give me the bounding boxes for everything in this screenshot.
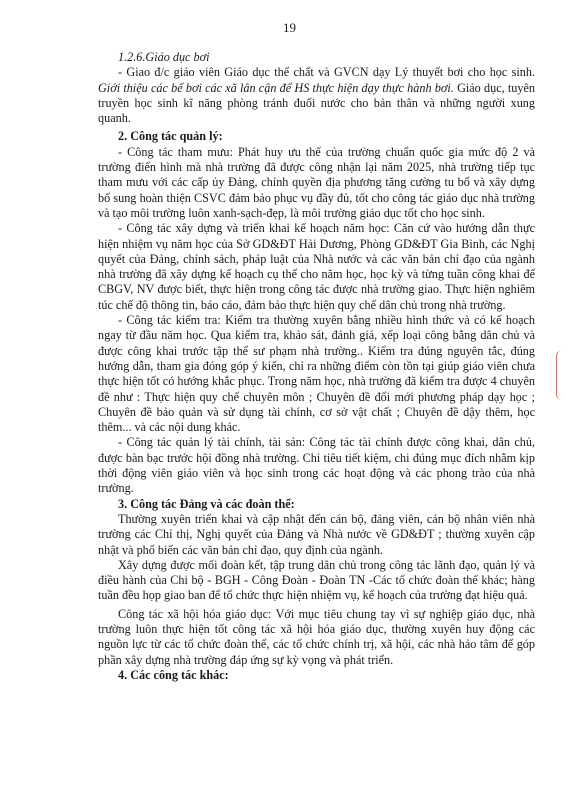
section-4-heading: 4. Các công tác khác: bbox=[118, 667, 229, 682]
page-body bbox=[98, 50, 535, 683]
page-number: 19 bbox=[283, 20, 296, 35]
section-1-2-6-paragraph bbox=[98, 65, 535, 126]
section-2-heading: 2. Công tác quản lý: bbox=[118, 129, 223, 144]
section-2-paragraph-inspection: - Công tác kiểm tra: Kiểm tra thường xuyên bằng nhiều hình thức và có kế hoạch ngay từ đầu năm học. Qua kiểm tra, khảo sát, đánh giá, xếp loại công bằng dân chủ và được công khai trước tập thể sư phạm nhà trường.. Kiểm tra đúng nguyên tắc, đúng hướng dẫn, tham gia đóng góp ý kiến, chỉ ra những điểm còn tồn tại giúp giáo viên chưa thực hiện tốt có hướng khắc phục. Trong năm học, nhà trường đã kiểm tra được 4 chuyên đề như : Thực hiện quy chế chuyên môn ; Chuyên đề đổi mới phương pháp dạy học ; Chuyên đề bảo quản và sử dụng tài chính, cơ sở vật chất ; Chuyên đề dậy thêm, học thêm... và các nội dung khác. bbox=[98, 313, 535, 435]
section-2-paragraph-planning: - Công tác xây dựng và triển khai kế hoạch năm học: Căn cứ vào hướng dẫn thực hiện nhiệm vụ năm học của Sở GD&ĐT Hải Dương, Phòng GD&ĐT Gia Bình, các Nghị quyết của Đảng, chính sách, pháp luật của Nhà nước và các văn bản chỉ đạo của ngành nhà trường đã xây dựng kế hoạch cụ thể cho năm học, học kỳ và từng tuần công khai để CBGV, NV được biết, thực hiện trong công tác được nhà trường giao. Thực hiện nghiêm túc chế độ thông tin, báo cáo, đảm bảo thực hiện quy chế dân chủ trong nhà trường. bbox=[98, 221, 535, 312]
swim-paragraph-start: - Giao đ/c giáo viên Giáo dục thể chất và GVCN dạy Lý thuyết bơi cho học sinh. bbox=[118, 65, 535, 80]
side-stamp-mark bbox=[556, 350, 571, 400]
section-1-2-6-heading: 1.2.6.Giáo dục bơi bbox=[118, 50, 210, 64]
swim-paragraph-end: Giáo dục, tuyên truyền học sinh kĩ năng phòng tránh đuối nước cho bản thân và những người xung quanh. bbox=[98, 80, 535, 126]
section-3-heading: 3. Công tác Đảng và các đoàn thể: bbox=[118, 496, 295, 511]
swim-paragraph-italic: Giới thiệu các bể bơi các xã lân cận để HS thực hiện dạy thực hành bơi. bbox=[98, 80, 454, 95]
section-2-paragraph-finance: - Công tác quản lý tài chính, tài sản: Công tác tài chính được công khai, dân chủ, được bàn bạc trước hội đồng nhà trường. Chi tiêu tiết kiệm, chi đúng mục đích nhằm kịp thời động viên giáo viên và học sinh trong các hoạt động và các phong trào của nhà trường. bbox=[98, 435, 535, 496]
section-2-paragraph-advisory: - Công tác tham mưu: Phát huy ưu thế của trường chuẩn quốc gia mức độ 2 và trường điển hình mà nhà trường đã được công nhận lại năm 2025, nhà trường tiếp tục tham mưu với các cấp ủy Đảng, chính quyền địa phương tăng cường tu bổ và xây dựng bổ sung hoàn thiện CSVC đảm bảo phục vụ đầy đủ, tốt cho công tác giáo dục nhà trường và tạo môi trường luôn xanh-sạch-đẹp, là môi trường giáo dục tốt cho học sinh. bbox=[98, 144, 535, 220]
section-3-paragraph-directives: Thường xuyên triển khai và cập nhật đến cán bộ, đảng viên, cán bộ nhân viên nhà trường các Chỉ thị, Nghị quyết của Đảng và Nhà nước về GD&ĐT ; thường xuyên cập nhật và phổ biến các văn bản chỉ đạo, quy định của ngành. bbox=[98, 511, 535, 557]
section-3-paragraph-socialization: Công tác xã hội hóa giáo dục: Với mục tiêu chung tay vì sự nghiệp giáo dục, nhà trường luôn thực hiện tốt công tác xã hội hóa giáo dục, thường xuyên huy động các nguồn lực từ các tổ chức đoàn thể, các tổ chức chính trị, xã hội, các nhà hảo tâm để góp phần xây dựng nhà trường đáp ứng sự kỳ vọng và phát triển. bbox=[98, 606, 535, 667]
section-3-paragraph-unity: Xây dựng được mối đoàn kết, tập trung dân chủ trong công tác lãnh đạo, quản lý và điều hành của Chi bộ - BGH - Công Đoàn - Đoàn TN -Các tổ chức đoàn thể khác; hàng tuần đều họp giao ban để tổ chức thực hiện nhiệm vụ, kế hoạch của trường đạt hiệu quả. bbox=[98, 557, 535, 603]
